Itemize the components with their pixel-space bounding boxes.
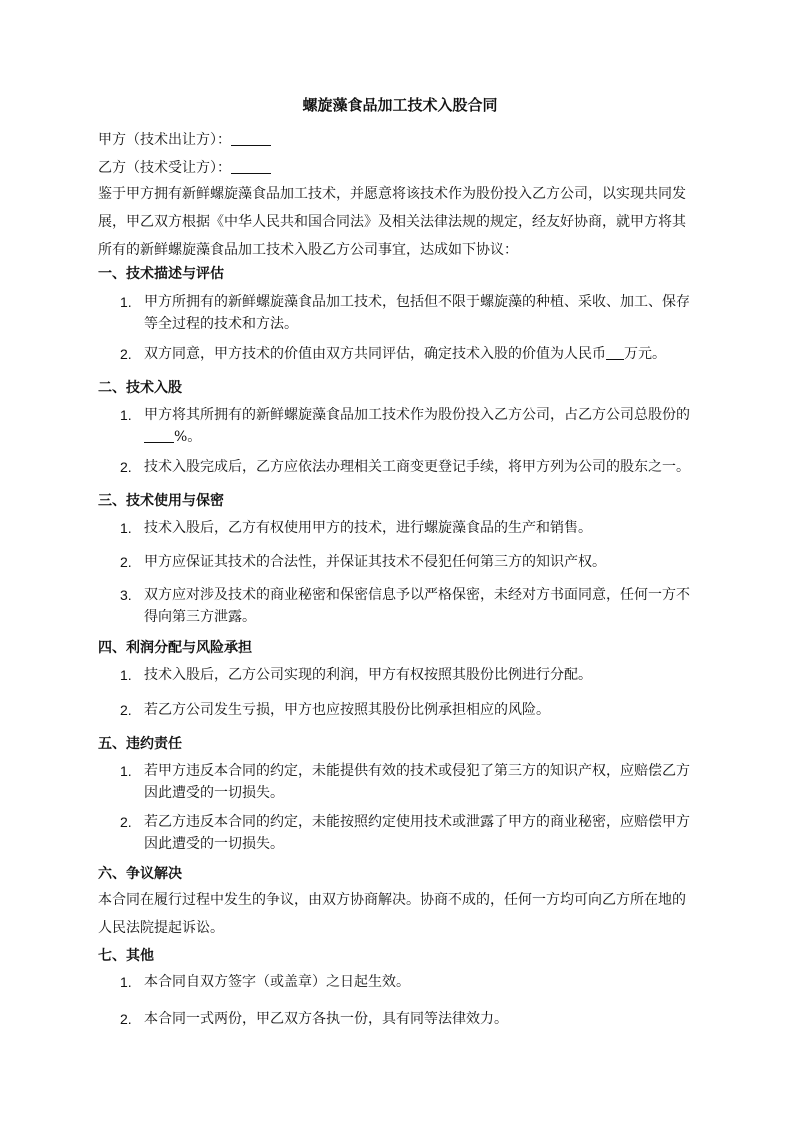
item-number: 1.: [120, 294, 132, 310]
party-a-label: 甲方（技术出让方）：: [98, 132, 231, 148]
party-a-line: [98, 130, 271, 150]
item-number: 3.: [120, 587, 132, 603]
section-2-heading: 二、技术入股: [98, 380, 182, 396]
item-text: 本合同自双方签字（或盖章）之日起生效。: [144, 974, 410, 990]
section-7-heading: 七、其他: [98, 948, 154, 964]
dispute-paragraph: 本合同在履行过程中发生的争议，由双方协商解决。协商不成的，任何一方均可向乙方所在地的人民法院提起诉讼。: [98, 892, 686, 936]
section-3-item-2: [98, 551, 708, 573]
section-1-item-2: [98, 343, 708, 365]
party-b-label: 乙方（技术受让方）：: [98, 160, 231, 176]
item-text: 甲方应保证其技术的合法性，并保证其技术不侵犯任何第三方的知识产权。: [144, 554, 606, 570]
item-number: 1.: [120, 974, 132, 990]
item-text: 甲方所拥有的新鲜螺旋藻食品加工技术，包括但不限于螺旋藻的种植、采收、加工、保存等全过程的技术和方法。: [144, 294, 690, 332]
item-text-post: %。: [174, 429, 202, 445]
item-text: 技术入股后，乙方有权使用甲方的技术，进行螺旋藻食品的生产和销售。: [144, 520, 592, 536]
section-2-item-1: [98, 404, 708, 448]
item-text: 技术入股后，乙方公司实现的利润，甲方有权按照其股份比例进行分配。: [144, 667, 592, 683]
section-1-heading: 一、技术描述与评估: [98, 266, 224, 282]
preamble-paragraph: 鉴于甲方拥有新鲜螺旋藻食品加工技术，并愿意将该技术作为股份投入乙方公司，以实现共同发展，甲乙双方根据《中华人民共和国合同法》及相关法律法规的规定，经友好协商，就甲方将其所有的新鲜螺旋藻食品加工技术入股乙方公司事宜，达成如下协议：: [98, 186, 686, 258]
section-7-item-1: [98, 971, 708, 993]
item-number: 2.: [120, 459, 132, 475]
item-text-pre: 双方同意，甲方技术的价值由双方共同评估，确定技术入股的价值为人民币: [144, 346, 606, 362]
item-text-post: 万元。: [624, 346, 666, 362]
section-1-item-1: [98, 291, 708, 335]
item-number: 2.: [120, 814, 132, 830]
item-number: 1.: [120, 667, 132, 683]
item-number: 2.: [120, 702, 132, 718]
item-number: 2.: [120, 346, 132, 362]
document-title: 螺旋藻食品加工技术入股合同: [302, 96, 498, 114]
section-4-item-2: [98, 699, 708, 721]
party-b-blank: [231, 159, 271, 174]
item-text: [144, 404, 696, 448]
section-4-item-1: [98, 664, 708, 686]
item-text: 本合同一式两份，甲乙双方各执一份，具有同等法律效力。: [144, 1011, 508, 1027]
item-text-pre: 甲方将其所拥有的新鲜螺旋藻食品加工技术作为股份投入乙方公司，占乙方公司总股份的: [144, 407, 690, 423]
item-text: 若甲方违反本合同的约定，未能提供有效的技术或侵犯了第三方的知识产权，应赔偿乙方因此遭受的一切损失。: [144, 763, 690, 801]
item-text: 若乙方违反本合同的约定，未能按照约定使用技术或泄露了甲方的商业秘密，应赔偿甲方因此遭受的一切损失。: [144, 814, 690, 852]
item-text: 双方应对涉及技术的商业秘密和保密信息予以严格保密，未经对方书面同意，任何一方不得向第三方泄露。: [144, 587, 690, 625]
percent-blank: [144, 428, 174, 443]
section-6-heading: 六、争议解决: [98, 866, 182, 882]
item-text: [144, 343, 696, 365]
section-7-item-2: [98, 1008, 708, 1030]
section-2-item-2: [98, 456, 708, 478]
item-number: 1.: [120, 520, 132, 536]
item-text: 若乙方公司发生亏损，甲方也应按照其股份比例承担相应的风险。: [144, 702, 550, 718]
party-a-blank: [231, 131, 271, 146]
section-4-heading: 四、利润分配与风险承担: [98, 640, 252, 656]
item-number: 2.: [120, 554, 132, 570]
section-5-item-2: [98, 811, 708, 855]
section-3-item-3: [98, 584, 708, 628]
party-b-line: [98, 158, 271, 178]
section-5-heading: 五、违约责任: [98, 736, 182, 752]
item-number: 2.: [120, 1011, 132, 1027]
section-3-heading: 三、技术使用与保密: [98, 493, 224, 509]
amount-blank: [606, 345, 624, 360]
section-3-item-1: [98, 517, 708, 539]
item-number: 1.: [120, 407, 132, 423]
section-5-item-1: [98, 760, 708, 804]
item-number: 1.: [120, 763, 132, 779]
item-text: 技术入股完成后，乙方应依法办理相关工商变更登记手续，将甲方列为公司的股东之一。: [144, 459, 690, 475]
